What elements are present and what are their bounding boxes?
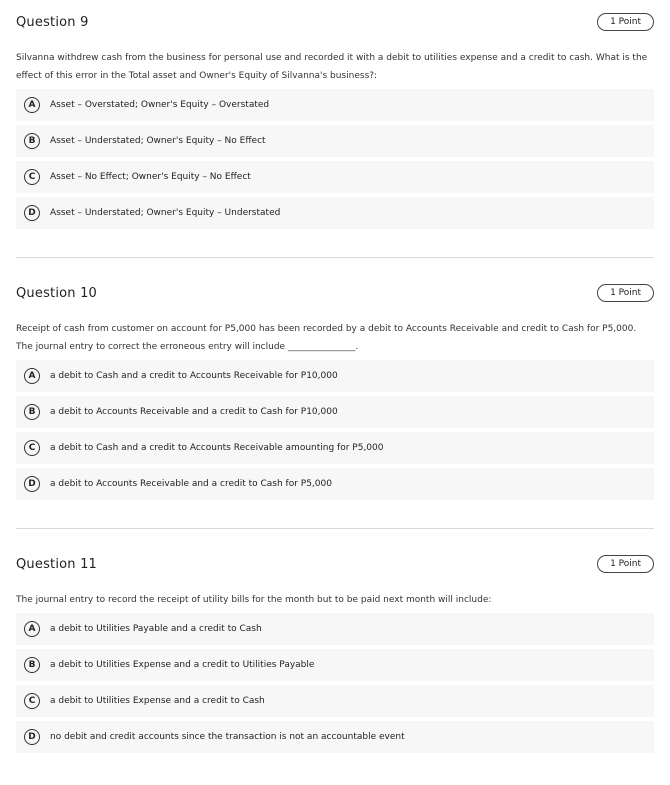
option-letter-b: B	[24, 133, 40, 149]
option-b[interactable]	[16, 649, 654, 681]
option-label: a debit to Utilities Payable and a credit to Cash	[50, 624, 262, 634]
option-letter-a: A	[24, 368, 40, 384]
question-title: Question 11	[16, 556, 98, 572]
option-letter-d: D	[24, 729, 40, 745]
option-letter-a: A	[24, 97, 40, 113]
points-badge: 1 Point	[597, 284, 654, 302]
option-d[interactable]	[16, 468, 654, 500]
options-list	[16, 360, 654, 500]
option-letter-b: B	[24, 404, 40, 420]
option-b[interactable]	[16, 396, 654, 428]
question-title: Question 9	[16, 14, 89, 30]
option-label: a debit to Utilities Expense and a credit to Cash	[50, 696, 265, 706]
option-label: Asset – Understated; Owner's Equity – No Effect	[50, 136, 266, 146]
option-letter-d: D	[24, 205, 40, 221]
option-label: Asset – No Effect; Owner's Equity – No Effect	[50, 172, 251, 182]
option-letter-d: D	[24, 476, 40, 492]
options-list	[16, 89, 654, 229]
option-label: no debit and credit accounts since the transaction is not an accountable event	[50, 732, 405, 742]
points-badge: 1 Point	[597, 13, 654, 31]
option-letter-a: A	[24, 621, 40, 637]
question-10	[0, 271, 670, 500]
question-header	[16, 0, 654, 44]
option-label: Asset – Understated; Owner's Equity – Understated	[50, 208, 281, 218]
question-header	[16, 271, 654, 315]
option-a[interactable]	[16, 613, 654, 645]
option-a[interactable]	[16, 89, 654, 121]
option-label: a debit to Cash and a credit to Accounts Receivable for P10,000	[50, 371, 338, 381]
option-c[interactable]	[16, 432, 654, 464]
option-a[interactable]	[16, 360, 654, 392]
option-d[interactable]	[16, 721, 654, 753]
option-c[interactable]	[16, 685, 654, 717]
option-label: a debit to Accounts Receivable and a credit to Cash for P10,000	[50, 407, 338, 417]
question-text: Receipt of cash from customer on account for P5,000 has been recorded by a debit to Accounts Receivable and credit to Cash for P5,000. The journal entry to correct the erroneous entry will include _______________.	[16, 324, 637, 352]
question-title: Question 10	[16, 285, 98, 301]
option-letter-c: C	[24, 440, 40, 456]
option-letter-b: B	[24, 657, 40, 673]
option-letter-c: C	[24, 169, 40, 185]
option-label: a debit to Utilities Expense and a credit to Utilities Payable	[50, 660, 315, 670]
question-9	[0, 0, 670, 229]
option-label: a debit to Accounts Receivable and a credit to Cash for P5,000	[50, 479, 332, 489]
question-11	[0, 542, 670, 753]
option-letter-c: C	[24, 693, 40, 709]
options-list	[16, 613, 654, 753]
option-d[interactable]	[16, 197, 654, 229]
question-text: The journal entry to record the receipt of utility bills for the month but to be paid next month will include:	[16, 595, 492, 605]
option-label: Asset – Overstated; Owner's Equity – Overstated	[50, 100, 270, 110]
option-b[interactable]	[16, 125, 654, 157]
option-c[interactable]	[16, 161, 654, 193]
option-label: a debit to Cash and a credit to Accounts Receivable amounting for P5,000	[50, 443, 384, 453]
question-text: Silvanna withdrew cash from the business for personal use and recorded it with a debit to utilities expense and a credit to cash. What is the effect of this error in the Total asset and Owner's Equity of Silvanna's business?:	[16, 53, 648, 81]
points-badge: 1 Point	[597, 555, 654, 573]
question-header	[16, 542, 654, 586]
